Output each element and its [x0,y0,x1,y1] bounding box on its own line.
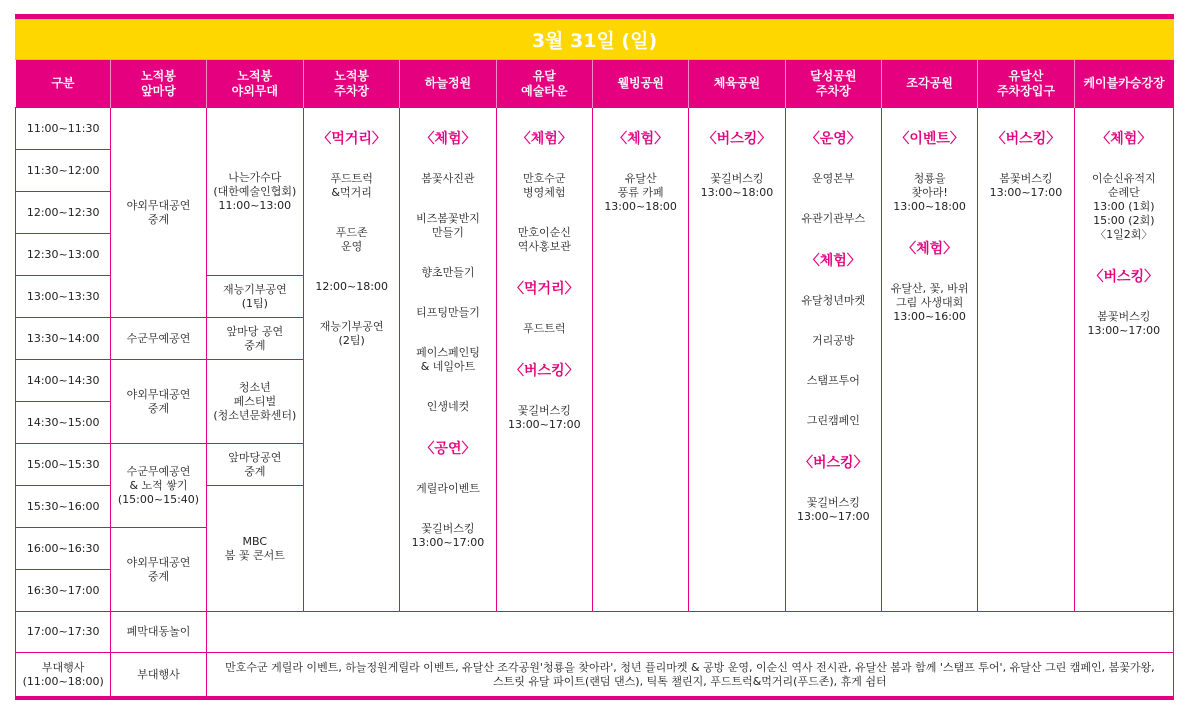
header-category: 구분 [16,60,111,108]
table-row [16,108,1174,150]
time-cell: 11:30~12:00 [16,150,111,192]
time-cell: 15:30~16:00 [16,486,111,528]
front-cell: 수군무예공연 [111,318,206,360]
front-cell: 수군무예공연 & 노적 쌓기 (15:00~15:40) [111,444,206,528]
list-item: 유달산 풍류 카페 13:00~18:00 [604,172,677,213]
list-item: 인생네컷 [426,400,470,413]
front-cell: 야외무대공연 중계 [111,360,206,444]
time-cell: 13:30~14:00 [16,318,111,360]
list-item: 봄꽃버스킹 13:00~17:00 [1087,310,1161,337]
time-cell: 14:00~14:30 [16,360,111,402]
category-label: 〈체험〉 [420,131,476,147]
list-item: 비즈봄꽃반지 만들기 [416,212,480,239]
header-sports-park: 체육공원 [689,60,785,108]
time-cell: 12:00~12:30 [16,192,111,234]
table-row [16,612,1174,653]
stage-cell: 청소년 페스티벌 (청소년문화센터) [206,360,303,444]
list-item: 꽃길버스킹 13:00~17:00 [507,404,581,431]
category-label: 〈체험〉 [805,253,861,269]
list-item: 푸드트럭 [523,322,566,335]
category-label: 〈버스킹〉 [702,131,772,147]
stage-cell: 앞마당공연 중계 [206,444,303,486]
list-item: 그린캠페인 [806,414,860,427]
list-item: 푸드존 운영 [335,226,368,253]
time-cell: 17:00~17:30 [16,612,111,653]
header-yudal-entrance: 유달산 주차장입구 [978,60,1074,108]
category-label: 〈이벤트〉 [895,131,964,147]
sports-cell [689,108,785,612]
schedule-table [15,60,1174,697]
category-label: 〈버스킹〉 [991,131,1061,147]
list-item: 스탬프투어 [806,374,860,387]
side-event-label: 부대행사 [111,653,206,697]
stage-cell: 재능기부공연 (1팀) [206,276,303,318]
list-item: 이순신유적지 순례단 13:00 (1회) 15:00 (2회) 〈1일2회〉 [1091,172,1156,241]
category-label: 〈공연〉 [420,441,476,457]
list-item: 거리공방 [812,334,855,347]
category-label: 〈체험〉 [1096,131,1152,147]
sky-garden-cell [400,108,496,612]
art-town-cell [496,108,592,612]
list-item: 꽃길버스킹 13:00~17:00 [411,522,485,549]
header-cable-car: 케이블카승강장 [1074,60,1173,108]
stage-cell: 나는가수다 (대한예술인협회) 11:00~13:00 [206,108,303,276]
wellbeing-cell [592,108,688,612]
list-item: 봄꽃버스킹 13:00~17:00 [989,172,1063,199]
header-art-town: 유달 예술타운 [496,60,592,108]
header-nojeok-parking: 노적봉 주차장 [303,60,399,108]
category-label: 〈먹거리〉 [317,131,386,147]
category-label: 〈버스킹〉 [799,455,868,471]
time-cell: 11:00~11:30 [16,108,111,150]
time-cell: 13:00~13:30 [16,276,111,318]
time-cell: 16:30~17:00 [16,570,111,612]
list-item: 만호이순신 역사홍보관 [517,226,571,253]
stage-cell: 앞마당 공연 중계 [206,318,303,360]
list-item: 향초만들기 [421,266,475,279]
dalseong-cell [785,108,881,612]
empty-cell [206,612,1173,653]
yudal-entrance-cell [978,108,1074,612]
list-item: 페이스페인팅 & 네일아트 [416,346,480,373]
side-event-row [16,653,1174,697]
header-sky-garden: 하늘정원 [400,60,496,108]
list-item: 봄꽃사진관 [421,172,475,185]
list-item: 푸드트럭 &먹거리 [330,172,373,199]
front-cell: 야외무대공연 중계 [111,528,206,612]
header-dalseong-parking: 달성공원 주차장 [785,60,881,108]
list-item: 청룡을 찾아라! 13:00~18:00 [893,172,966,213]
cable-car-cell [1074,108,1173,612]
side-event-time: 부대행사 (11:00~18:00) [16,653,111,697]
list-item: 꽃길버스킹 13:00~18:00 [700,172,774,199]
list-item: 게릴라이벤트 [416,482,480,495]
time-cell: 14:30~15:00 [16,402,111,444]
header-sculpture-park: 조각공원 [881,60,977,108]
schedule-sheet [15,14,1174,700]
category-label: 〈운영〉 [805,131,861,147]
header-nojeok-stage: 노적봉 야외무대 [206,60,303,108]
side-event-text: 만호수군 게릴라 이벤트, 하늘정원게릴라 이벤트, 유달산 조각공원'청룡을 찾아라', 청년 플리마켓 & 공방 운영, 이순신 역사 전시관, 유달산 봄과 함께 '스탬프 투어', 유달산 그린 캠페인, 봄꽃가왕, 스트릿 유달 파이트(랜덤 댄스), 틱톡 챌린지, 푸드트럭&먹거리(푸드존), 휴게 쉼터 [206,653,1173,697]
time-cell: 15:00~15:30 [16,444,111,486]
list-item: 12:00~18:00 [315,280,388,293]
category-label: 〈체험〉 [902,241,958,257]
list-item: 만호수군 병영체험 [523,172,566,199]
header-nojeok-front: 노적봉 앞마당 [111,60,206,108]
category-label: 〈체험〉 [613,131,669,147]
header-wellbeing-park: 웰빙공원 [592,60,688,108]
list-item: 유달청년마켓 [801,294,866,307]
front-cell: 폐막대동놀이 [111,612,206,653]
category-label: 〈먹거리〉 [510,281,579,297]
category-label: 〈체험〉 [516,131,572,147]
parking-cell [303,108,399,612]
time-cell: 12:30~13:00 [16,234,111,276]
sculpture-cell [881,108,977,612]
front-cell: 야외무대공연 중계 [111,108,206,318]
list-item: 티프팅만들기 [416,306,480,319]
list-item: 운영본부 [812,172,855,185]
date-title: 3월 31일 (일) [15,19,1174,60]
list-item: 유달산, 꽃, 바위 그림 사생대회 13:00~16:00 [890,282,969,323]
list-item: 꽃길버스킹 13:00~17:00 [796,496,870,523]
time-cell: 16:00~16:30 [16,528,111,570]
header-row [16,60,1174,108]
bottom-accent-bar [15,697,1174,700]
list-item: 재능기부공연 (2팀) [319,320,384,347]
list-item: 유관기관부스 [801,212,866,225]
category-label: 〈버스킹〉 [1089,269,1159,285]
stage-cell: MBC 봄 꽃 콘서트 [206,486,303,612]
category-label: 〈버스킹〉 [510,363,579,379]
